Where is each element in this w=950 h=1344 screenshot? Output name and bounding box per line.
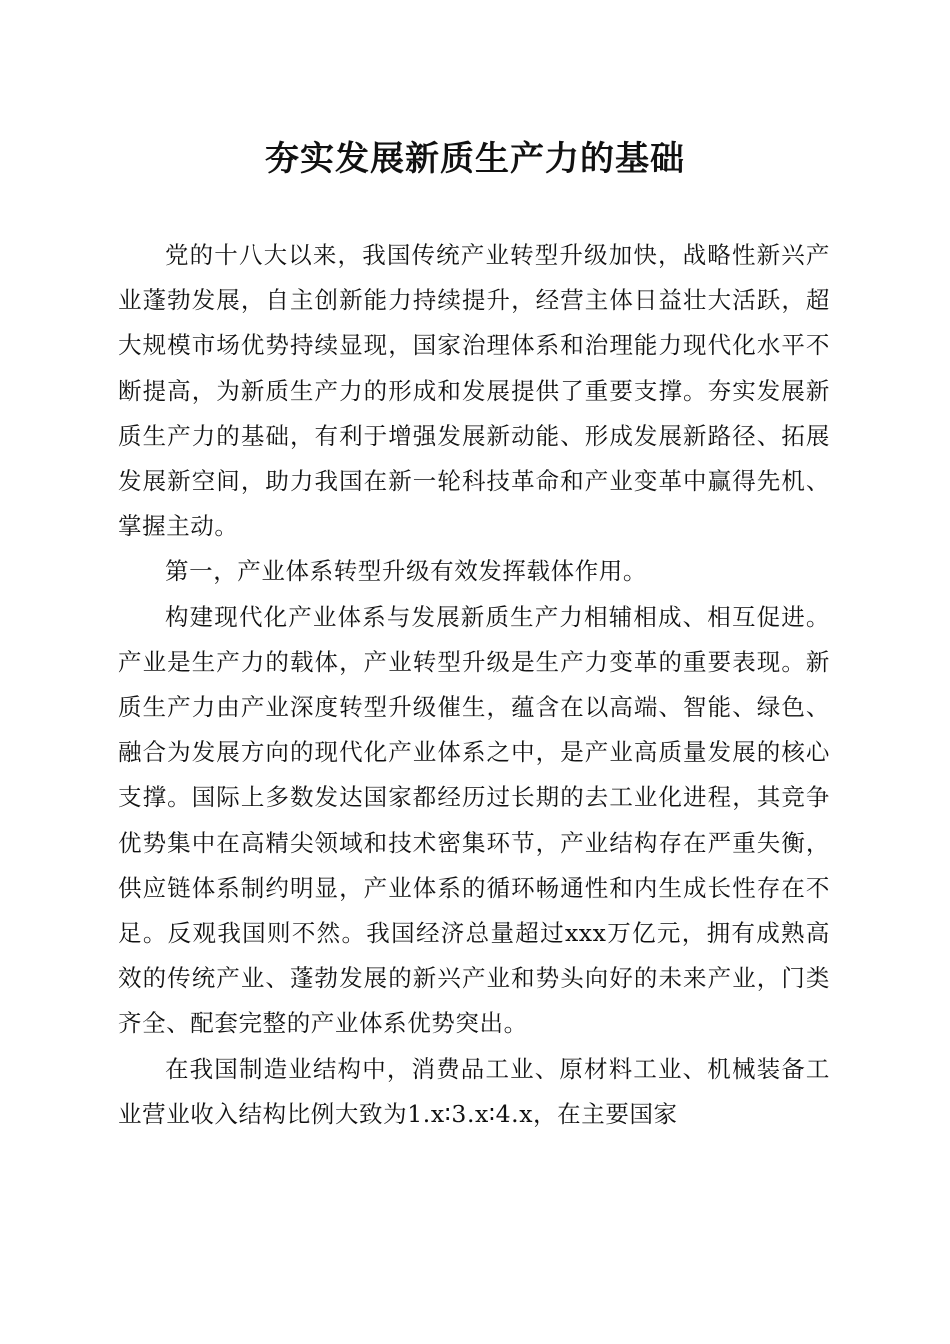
paragraph-intro: 党的十八大以来，我国传统产业转型升级加快，战略性新兴产业蓬勃发展，自主创新能力持续提升，经营主体日益壮大活跃，超大规模市场优势持续显现，国家治理体系和治理能力现代化水平不断提高，为新质生产力的形成和发展提供了重要支撑。夯实发展新质生产力的基础，有利于增强发展新动能、形成发展新路径、拓展发展新空间，助力我国在新一轮科技革命和产业变革中赢得先机、掌握主动。: [118, 241, 830, 541]
document-title: 夯实发展新质生产力的基础: [265, 139, 685, 179]
paragraph-industry-system: 构建现代化产业体系与发展新质生产力相辅相成、相互促进。产业是生产力的载体，产业转型升级是生产力变革的重要表现。新质生产力由产业深度转型升级催生，蕴含在以高端、智能、绿色、融合为发展方向的现代化产业体系之中，是产业高质量发展的核心支撑。国际上多数发达国家都经历过长期的去工业化进程，其竞争优势集中在高精尖领域和技术密集环节，产业结构存在严重失衡，供应链体系制约明显，产业体系的循环畅通性和内生成长性存在不足。反观我国则不然。我国经济总量超过xxx万亿元，拥有成熟高效的传统产业、蓬勃发展的新兴产业和势头向好的未来产业，门类齐全、配套完整的产业体系优势突出。: [118, 602, 830, 1038]
section-heading-first: 第一，产业体系转型升级有效发挥载体作用。: [165, 557, 647, 586]
paragraph-manufacturing-structure: 在我国制造业结构中，消费品工业、原材料工业、机械装备工业营业收入结构比例大致为1.x∶3.x∶4.x，在主要国家: [118, 1054, 830, 1128]
document-body: [118, 233, 830, 1137]
